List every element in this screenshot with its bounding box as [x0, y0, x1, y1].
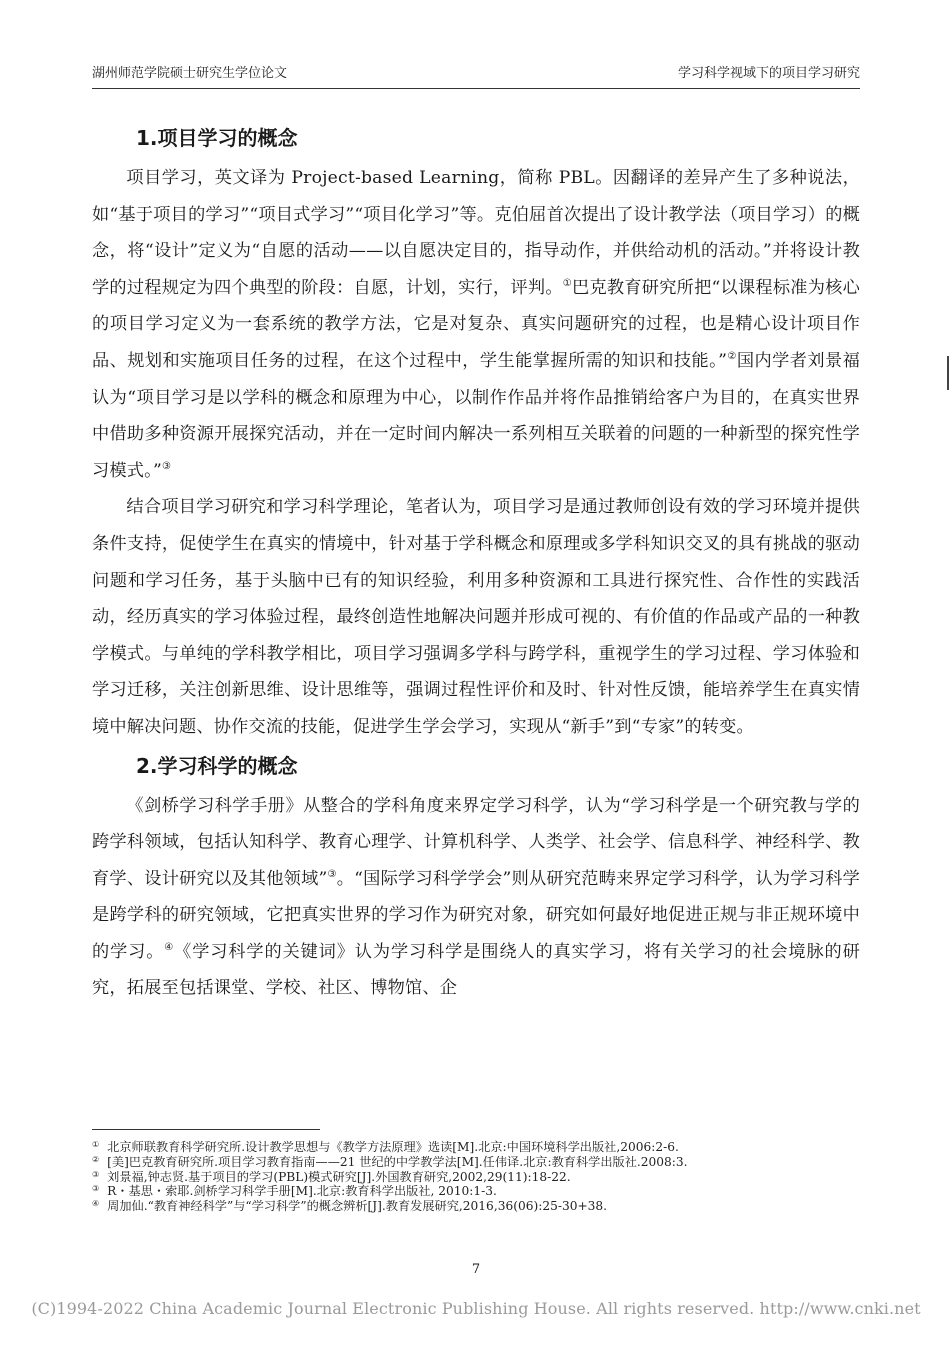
footnote-mark: ③	[92, 1169, 100, 1179]
paragraph-2: 结合项目学习研究和学习科学理论，笔者认为，项目学习是通过教师创设有效的学习环境并提供条件支持，促使学生在真实的情境中，针对基于学科概念和原理或多学科知识交叉的具有挑战的驱动问题和学习任务，基于头脑中已有的知识经验，利用多种资源和工具进行探究性、合作性的实践活动，经历真实的学习体验过程，最终创造性地解决问题并形成可视的、有价值的作品或产品的一种教学模式。与单纯的学科教学相比，项目学习强调多学科与跨学科，重视学生的学习过程、学习体验和学习迁移，关注创新思维、设计思维等，强调过程性评价和及时、针对性反馈，能培养学生在真实情境中解决问题、协作交流的技能，促进学生学会学习，实现从“新手”到“专家”的转变。	[92, 497, 860, 737]
footnote-text: [美]巴克教育研究所.项目学习教育指南——21 世纪的中学教学法[M].任伟译.北京:教育科学出版社.2008:3.	[107, 1154, 688, 1169]
footnote-mark: ①	[92, 1140, 100, 1149]
paragraph-1-text-c: 国内学者刘景福认为“项目学习是以学科的概念和原理为中心，以制作作品并将作品推销给客户为目的，在真实世界中借助多种资源开展探究活动，并在一定时间内解决一系列相互关联着的问题的一种新型的探究性学习模式。”	[92, 350, 860, 481]
paragraph-3-text-a: 《剑桥学习科学手册》从整合的学科角度来界定学习科学，认为“学习科学是一个研究教与学的跨学科领域，包括认知科学、教育心理学、计算机科学、人类学、社会学、信息科学、神经科学、教育学、设计研究以及其他领域”	[92, 795, 860, 889]
paragraph-1-text-b: 巴克教育研究所把“以课程标准为核心的项目学习定义为一套系统的教学方法，它是对复杂、真实问题研究的过程，也是精心设计项目作品、规划和实施项目任务的过程，在这个过程中，学生能掌握所需的知识和技能。”	[92, 277, 860, 371]
header-divider	[92, 88, 860, 89]
paragraph-3-text-b: 。“国际学习科学学会”则从研究范畴来界定学习科学，认为学习科学是跨学科的研究领域，它把真实世界的学习作为研究对象，研究如何最好地促进正规与非正规环境中的学习。	[92, 868, 861, 962]
paragraph-3-text-c: 《学习科学的关键词》认为学习科学是围绕人的真实学习，将有关学习的社会境脉的研究，拓展至包括课堂、学校、社区、博物馆、企	[92, 941, 861, 999]
header-chapter-title: 学习科学视域下的项目学习研究	[677, 66, 860, 81]
footnote-ref-3[interactable]: ③	[161, 460, 172, 472]
footnote-item	[92, 1140, 860, 1155]
footnote-item	[92, 1199, 860, 1214]
header-thesis-title: 湖州师范学院硕士研究生学位论文	[92, 66, 288, 81]
footnote-text: R・基思・索耶.剑桥学习科学手册[M].北京:教育科学出版社, 2010:1-3.	[107, 1184, 497, 1199]
footnote-text: 刘景福,钟志贤.基于项目的学习(PBL)模式研究[J].外国教育研究,2002,29(11):18-22.	[107, 1169, 571, 1184]
footnote-item	[92, 1184, 860, 1199]
footnote-ref-5[interactable]: ④	[164, 941, 175, 953]
footnote-item	[92, 1170, 860, 1185]
footnote-text: 周加仙.“教育神经科学”与“学习科学”的概念辨析[J].教育发展研究,2016,36(06):25-30+38.	[107, 1199, 608, 1214]
footnote-ref-2[interactable]: ②	[727, 350, 737, 362]
footnote-ref-1[interactable]: ①	[562, 277, 573, 289]
footnote-item	[92, 1155, 860, 1170]
main-body	[92, 118, 860, 1007]
footnote-text: 北京师联教育科学研究所.设计教学思想与《教学方法原理》选读[M].北京:中国环境科学出版社,2006:2-6.	[107, 1140, 679, 1154]
paragraph-3	[92, 788, 860, 1008]
margin-mark	[947, 356, 949, 390]
section-heading-2: 2.学习科学的概念	[136, 753, 298, 778]
footnote-mark: ④	[92, 1199, 100, 1209]
footnotes	[92, 1140, 860, 1214]
paragraph-1	[92, 160, 860, 489]
copyright-notice: (C)1994-2022 China Academic Journal Electronic Publishing House. All rights reserved. http://www.cnki.net	[31, 1299, 921, 1318]
footnote-ref-4[interactable]: ③	[327, 868, 337, 880]
footnote-mark: ③	[92, 1184, 100, 1194]
page-number: 7	[471, 1262, 481, 1277]
footnote-divider	[92, 1129, 320, 1130]
section-heading-1: 1.项目学习的概念	[136, 126, 298, 150]
paragraph-1-text-a: 项目学习，英文译为 Project-based Learning，简称 PBL。因翻译的差异产生了多种说法，如“基于项目的学习”“项目式学习”“项目化学习”等。克伯屈首次提出了设计教学法（项目学习）的概念，将“设计”定义为“自愿的活动——以自愿决定目的，指导动作，并供给动机的活动。”并将设计教学的过程规定为四个典型的阶段：自愿，计划，实行，评判。	[92, 168, 860, 298]
footnote-mark: ②	[92, 1154, 100, 1164]
running-header	[92, 62, 860, 84]
